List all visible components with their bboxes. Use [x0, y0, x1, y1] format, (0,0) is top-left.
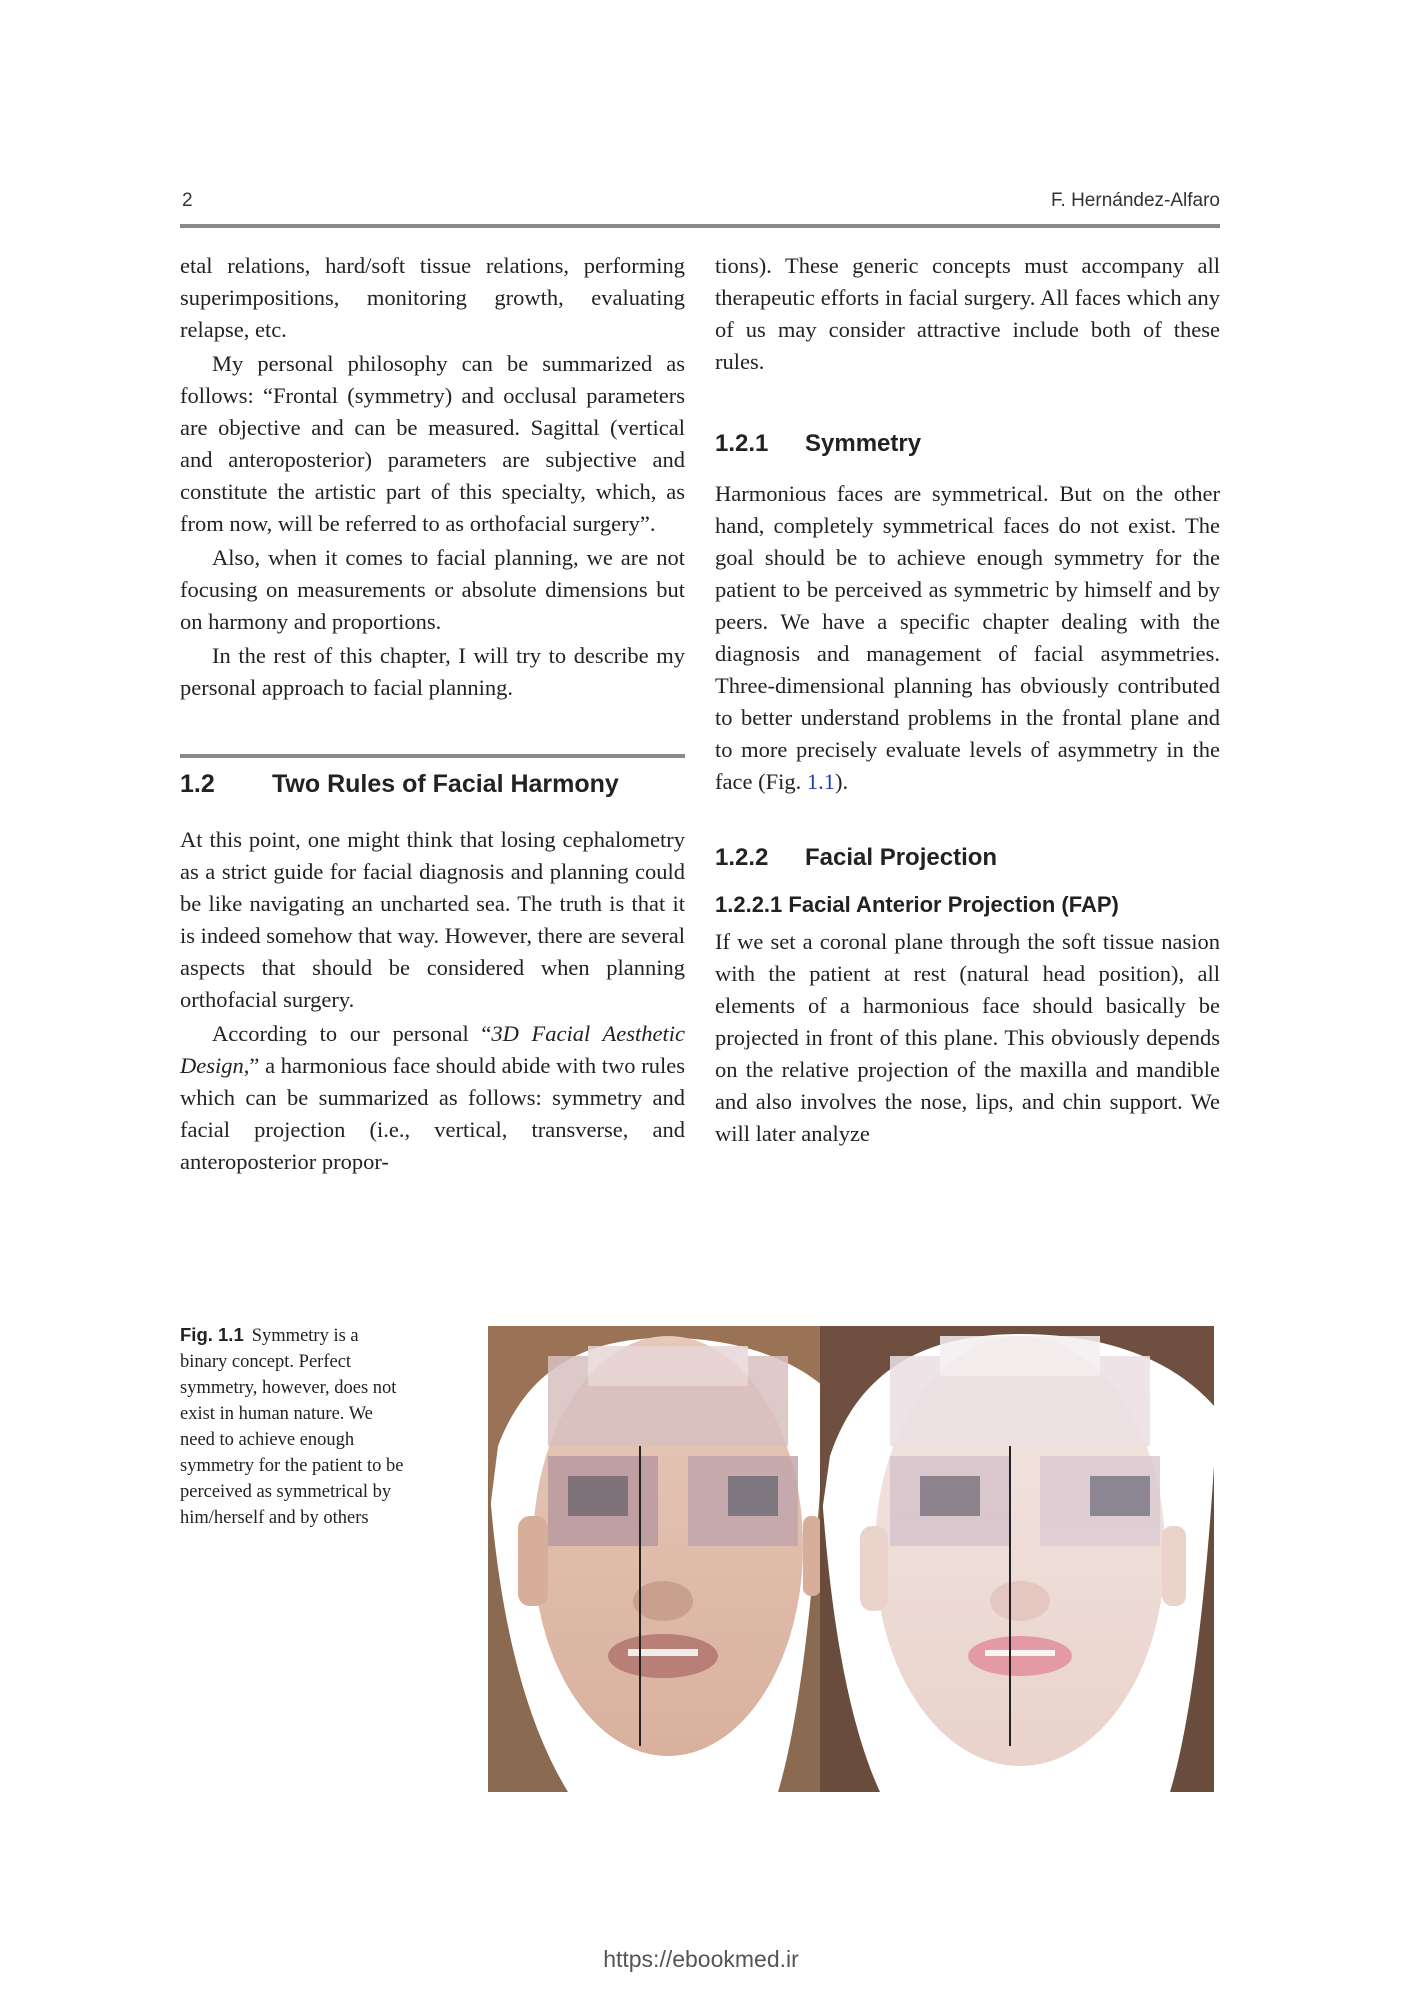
paragraph: According to our personal “3D Facial Aesthetic Design,” a harmonious face should abide with two rules which can be summarized as follows: symmetry and facial projection (i.e., vertical, transverse, and anteroposterior propor- [180, 1021, 685, 1174]
subsection-heading: 1.2.1 Symmetry [715, 430, 922, 457]
footer-url: https://ebookmed.ir [603, 1946, 799, 1972]
subsection-heading: 1.2.2 Facial Projection [715, 844, 998, 871]
left-column [180, 250, 685, 1178]
paragraph: etal relations, hard/soft tissue relations, performing superimpositions, monitoring growth, evaluating relapse, etc. [180, 253, 685, 342]
paragraph: If we set a coronal plane through the soft tissue nasion with the patient at rest (natural head position), all elements of a harmonious face should basically be projected in front of this plane. This obviously depends on the relative projection of the maxilla and mandible and also involves the nose, lips, and chin support. We will later analyze [715, 929, 1220, 1146]
paragraph: My personal philosophy can be summarized as follows: “Frontal (symmetry) and occlusal parameters are objective and can be measured. Sagittal (vertical and anteroposterior) parameters are subjective and constitute the artistic part of this specialty, which, as from now, will be referred to as orthofacial surgery”. [180, 351, 685, 536]
running-author: F. Hernández-Alfaro [1051, 190, 1220, 211]
paragraph: Harmonious faces are symmetrical. But on the other hand, completely symmetrical faces do not exist. The goal should be to achieve enough symmetry for the patient to be perceived as symmetric by himself and by peers. We have a specific chapter dealing with the diagnosis and management of facial asymmetries. Three-dimensional planning has obviously contributed to better understand problems in the frontal plane and to more precisely evaluate levels of asymmetry in the face (Fig. 1.1). [715, 481, 1220, 794]
italic-term: 3D Facial Aesthetic Design [180, 1021, 685, 1078]
paragraph: tions). These generic concepts must accompany all therapeutic efforts in facial surgery. All faces which any of us may consider attractive include both of these rules. [715, 253, 1220, 374]
paragraph: Also, when it comes to facial planning, we are not focusing on measurements or absolute dimensions but on harmony and proportions. [180, 545, 685, 634]
running-header [180, 190, 1220, 226]
right-column [715, 250, 1220, 1150]
subsubsection-heading: 1.2.2.1 Facial Anterior Projection (FAP) [715, 892, 1119, 917]
section-number: 1.2 [180, 770, 215, 798]
figure-caption [180, 1322, 405, 1531]
face-photo-before [488, 1326, 823, 1792]
face-photo-after [820, 1326, 1214, 1792]
paragraph: At this point, one might think that losing cephalometry as a strict guide for facial diagnosis and planning could be like navigating an uncharted sea. The truth is that it is indeed somehow that way. However, there are several aspects that should be considered when planning orthofacial surgery. [180, 827, 685, 1012]
section-heading [180, 758, 685, 812]
section-title: Two Rules of Facial Harmony [272, 770, 619, 798]
paragraph: In the rest of this chapter, I will try to describe my personal approach to facial planning. [180, 643, 685, 700]
caption-text: Symmetry is a binary concept. Perfect symmetry, however, does not exist in human nature. We need to achieve enough symmetry for the patient to be perceived as symmetrical by him/herself and by others [180, 1326, 404, 1528]
figure-label: Fig. 1.1 [180, 1324, 244, 1345]
header-rule [180, 224, 1220, 228]
figure-reference-link[interactable]: 1.1 [806, 769, 835, 794]
page-number: 2 [182, 190, 193, 211]
